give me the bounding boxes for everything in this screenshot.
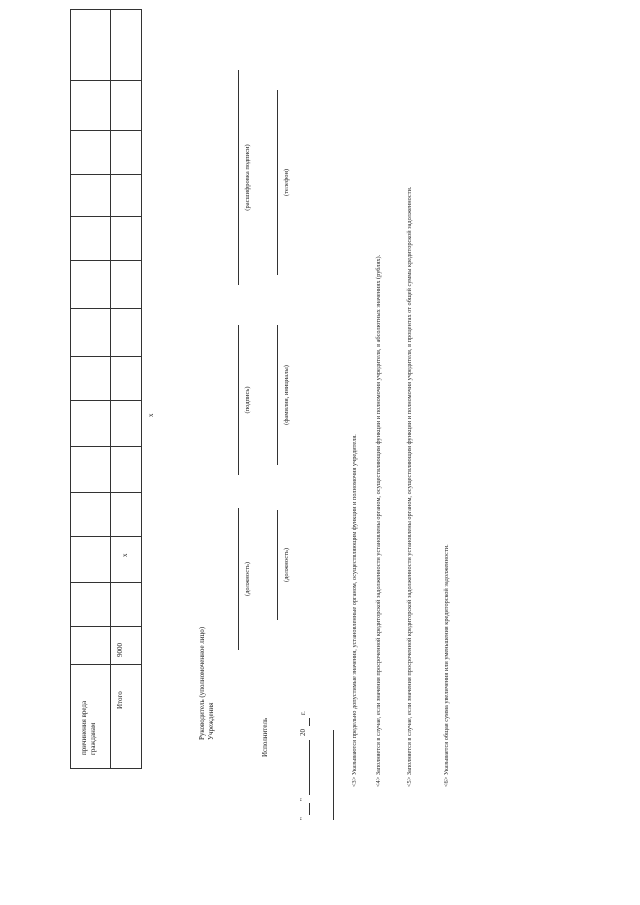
signature-caption: (подпись) xyxy=(244,386,251,414)
table-border-bottom xyxy=(141,9,142,769)
footnote-4: <4> Заполняется в случае, если значения просроченной кредиторской задолженности установлены органом, осуществляющим функции и полномочия учредителя, в абсолютных значениях (рублях). xyxy=(375,254,382,787)
footnote-separator xyxy=(333,730,334,820)
table-col-divider xyxy=(70,582,142,583)
date-field xyxy=(300,660,314,820)
table-col-divider xyxy=(70,130,142,131)
table-border-top xyxy=(70,9,71,769)
signature-line xyxy=(238,325,239,475)
table xyxy=(70,9,155,769)
table-col-divider xyxy=(70,216,142,217)
position-line xyxy=(238,508,239,650)
table-col-divider xyxy=(70,492,142,493)
table-col-divider xyxy=(70,260,142,261)
table-col-divider xyxy=(70,446,142,447)
date-day-line xyxy=(309,803,310,815)
phone-line xyxy=(277,90,278,275)
table-col-divider xyxy=(70,400,142,401)
executor-label: Исполнитель xyxy=(261,717,269,757)
head-label: Руководитель (уполномоченное лицо) Учреждения xyxy=(198,626,216,740)
table-col-divider xyxy=(70,626,142,627)
decode-line xyxy=(238,70,239,285)
date-quote-open: " xyxy=(299,817,307,820)
date-month-line xyxy=(309,740,310,795)
footnote-3: <3> Указываются предельно допустимые значения, установленные органом, осуществляющим функции и полномочия учредителя. xyxy=(351,434,358,787)
position-caption: (должность) xyxy=(244,561,251,597)
footnote-6: <6> Указывается общая сумма увеличения или уменьшения кредиторской задолженности. xyxy=(443,544,450,787)
table-border-right xyxy=(70,9,142,10)
table-col-divider xyxy=(70,174,142,175)
decode-caption: (расшифровка подписи) xyxy=(244,144,251,211)
table-x-mark: х xyxy=(147,413,155,417)
table-col-divider xyxy=(70,308,142,309)
table-total-code: 9000 xyxy=(116,643,124,657)
executor-position-line xyxy=(277,510,278,620)
table-col-divider xyxy=(70,80,142,81)
table-x-mark: х xyxy=(121,553,129,557)
table-col-divider xyxy=(70,356,142,357)
executor-position-caption: (должность) xyxy=(283,547,290,583)
date-year-prefix: 20 xyxy=(299,729,307,736)
date-quote-close: " xyxy=(299,798,307,801)
table-col-divider xyxy=(70,664,142,665)
table-col-divider xyxy=(70,536,142,537)
table-row-divider xyxy=(110,9,111,769)
date-year-line xyxy=(309,718,310,726)
footnote-5: <5> Заполняется в случае, если значения просроченной кредиторской задолженности установлены органом, осуществляющим функции и полномочия учредителя, в процентах от общей суммы кредиторской задолженности. xyxy=(406,186,413,787)
phone-caption: (телефон) xyxy=(283,168,290,197)
table-header-cell: причинения вреда гражданам xyxy=(80,700,98,755)
table-border-left xyxy=(70,768,142,769)
initials-caption: (фамилия, инициалы) xyxy=(283,365,290,425)
initials-line xyxy=(277,325,278,465)
date-year-suffix: г. xyxy=(299,711,307,715)
table-total-label: Итого xyxy=(116,691,124,709)
